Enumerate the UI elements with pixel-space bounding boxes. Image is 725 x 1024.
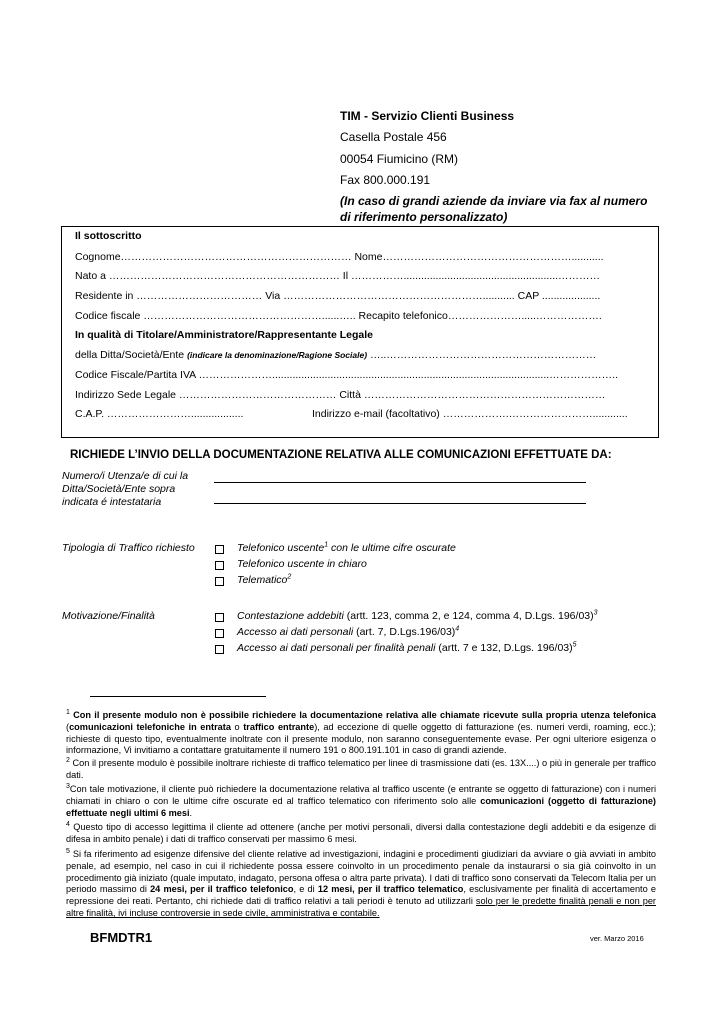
legal-seat-field[interactable]: Indirizzo Sede Legale ……………………………………… Città …………………………………………………………… bbox=[75, 389, 606, 401]
traffic-outgoing-clear-checkbox[interactable] bbox=[215, 561, 224, 570]
recipient-city: 00054 Fiumicino (RM) bbox=[340, 152, 459, 166]
tax-code-phone-field[interactable]: Codice fiscale ……………………………………………......….. Recapito telefonico………………….....………………. bbox=[75, 310, 602, 322]
request-title: RICHIEDE L’INVIO DELLA DOCUMENTAZIONE RELATIVA ALLE COMUNICAZIONI EFFETTUATE DA: bbox=[70, 449, 612, 461]
surname-name-field[interactable]: Cognome………………………………………………………… Nome………………………………………………........... bbox=[75, 251, 604, 263]
company-dots: …..…………………………………………………… bbox=[369, 349, 597, 361]
form-version: ver. Marzo 2016 bbox=[590, 934, 644, 943]
residence-field[interactable]: Residente in ……………………………… Via …………………………………………………........... CAP .................... bbox=[75, 290, 601, 302]
birth-field[interactable]: Nato a ………………………………………………………… Il …………….....................................................………… bbox=[75, 270, 601, 282]
traffic-outgoing-obscured-checkbox[interactable] bbox=[215, 545, 224, 554]
motivation-personal-data-checkbox[interactable] bbox=[215, 629, 224, 638]
motivation-personal-data-label: Accesso ai dati personali (art. 7, D.Lgs.196/03)$^4$ bbox=[237, 625, 460, 638]
footnote-separator bbox=[90, 696, 266, 697]
traffic-telematic-checkbox[interactable] bbox=[215, 577, 224, 586]
recipient-po-box: Casella Postale 456 bbox=[340, 130, 447, 144]
footnote-2: $^2$ Con il presente modulo è possibile inoltrare richieste di traffico telematico per linee di trasmissione dati (es. 13X....) o più in generale per traffico dati. bbox=[66, 756, 656, 780]
traffic-outgoing-obscured-label: Telefonico uscente$^1$ con le ultime cifre oscurate bbox=[237, 541, 456, 554]
numbers-input-line-2[interactable] bbox=[214, 503, 586, 504]
cap-field[interactable]: C.A.P. …………………….................. bbox=[75, 408, 244, 420]
footnote-1: $^1$ Con il presente modulo non è possibile richiedere la documentazione relativa alle chiamate ricevute sulla propria utenza telefonica (comunicazioni telefoniche in entrata o traffico entrante), ad eccezione di quelle oggetto di fatturazione (es. numeri verdi, roaming, ecc.); richieste di questo tipo, eventualmente inoltrate con il presente modulo, non saranno conseguentemente evase. Per ogni ulteriore esigenza o informazione, Vi invitiamo a contattare gratuitamente il numero 191 o 800.191.101 in caso di grandi aziende. bbox=[66, 708, 656, 756]
recipient-company: TIM - Servizio Clienti Business bbox=[340, 109, 515, 123]
footnote-3: $^3$Con tale motivazione, il cliente può richiedere la documentazione relativa al traffico uscente (e entrante se oggetto di fatturazione) con i numeri chiamati in chiaro o con le ultime cifre oscurate ed al traffico telematico con riferimento solo alle comunicazioni (oggetto di fatturazione) effettuate negli ultimi 6 mesi. bbox=[66, 782, 656, 818]
motivation-dispute-label: Contestazione addebiti (artt. 123, comma 2, e 124, comma 4, D.Lgs. 196/03)$^3$ bbox=[237, 609, 598, 622]
motivation-criminal-label: Accesso ai dati personali per finalità penali (artt. 7 e 132, D.Lgs. 196/03)$^5$ bbox=[237, 641, 577, 654]
form-heading: Il sottoscritto bbox=[75, 230, 142, 242]
recipient-fax: Fax 800.000.191 bbox=[340, 173, 431, 187]
numbers-label-line1: Numero/i Utenza/e di cui la bbox=[62, 470, 189, 482]
numbers-label-line3: indicata é intestataria bbox=[62, 496, 162, 508]
role-heading: In qualità di Titolare/Amministratore/Rappresentante Legale bbox=[75, 329, 373, 341]
recipient-note: (In caso di grandi aziende da inviare via fax al numero di riferimento personalizzato) bbox=[340, 194, 648, 224]
traffic-type-label: Tipologia di Traffico richiesto bbox=[62, 542, 195, 554]
traffic-outgoing-clear-label: Telefonico uscente in chiaro bbox=[237, 558, 367, 570]
numbers-input-line-1[interactable] bbox=[214, 482, 586, 483]
motivation-label: Motivazione/Finalità bbox=[62, 610, 155, 622]
motivation-criminal-checkbox[interactable] bbox=[215, 645, 224, 654]
company-field[interactable] bbox=[75, 349, 596, 361]
vat-field[interactable]: Codice Fiscale/Partita IVA …………………...............................................................................................……………….. bbox=[75, 369, 618, 381]
footnote-4: $^4$ Questo tipo di accesso legittima il cliente ad ottenere (anche per motivi personali, diversi dalla contestazione degli addebiti e da esigenze di difesa in ambito penale) i dati di traffico conservati per massimo 6 mesi. bbox=[66, 820, 656, 844]
company-prefix: della Ditta/Società/Ente bbox=[75, 349, 185, 361]
numbers-label-line2: Ditta/Società/Ente sopra bbox=[62, 483, 176, 495]
traffic-telematic-label: Telematico$^2$ bbox=[237, 573, 292, 586]
footnote-5: $^5$ Si fa riferimento ad esigenze difensive del cliente relative ad investigazioni, indagini e procedimenti giudiziari da avviare o già avviati in ambito penale, ad esempio, nel caso in cui il richiedente possa essere coinvolto in un procedimento penale da instaurarsi o sia già coinvolto in un procedimento già iniziato (quale imputato, indagato, persona offesa o altra parte privata). I dati di traffico sono conservati da Telecom Italia per un periodo massimo di 24 mesi, per il traffico telefonico, e di 12 mesi, per il traffico telematico, esclusivamente per finalità di accertamento e repressione dei reati. Pertanto, chi richiede dati di traffico relativi a tali periodi è tenuto ad utilizzarli solo per le predette finalità penali e non per altre finalità, ivi incluse controversie in sede civile, amministrativa e contabile. bbox=[66, 847, 656, 918]
email-field[interactable]: Indirizzo e-mail (facoltativo) ……………….……………………............ bbox=[312, 408, 628, 420]
form-code: BFMDTR1 bbox=[90, 930, 153, 945]
motivation-dispute-checkbox[interactable] bbox=[215, 613, 224, 622]
company-hint: (indicare la denominazione/Ragione Sociale) bbox=[187, 350, 368, 360]
